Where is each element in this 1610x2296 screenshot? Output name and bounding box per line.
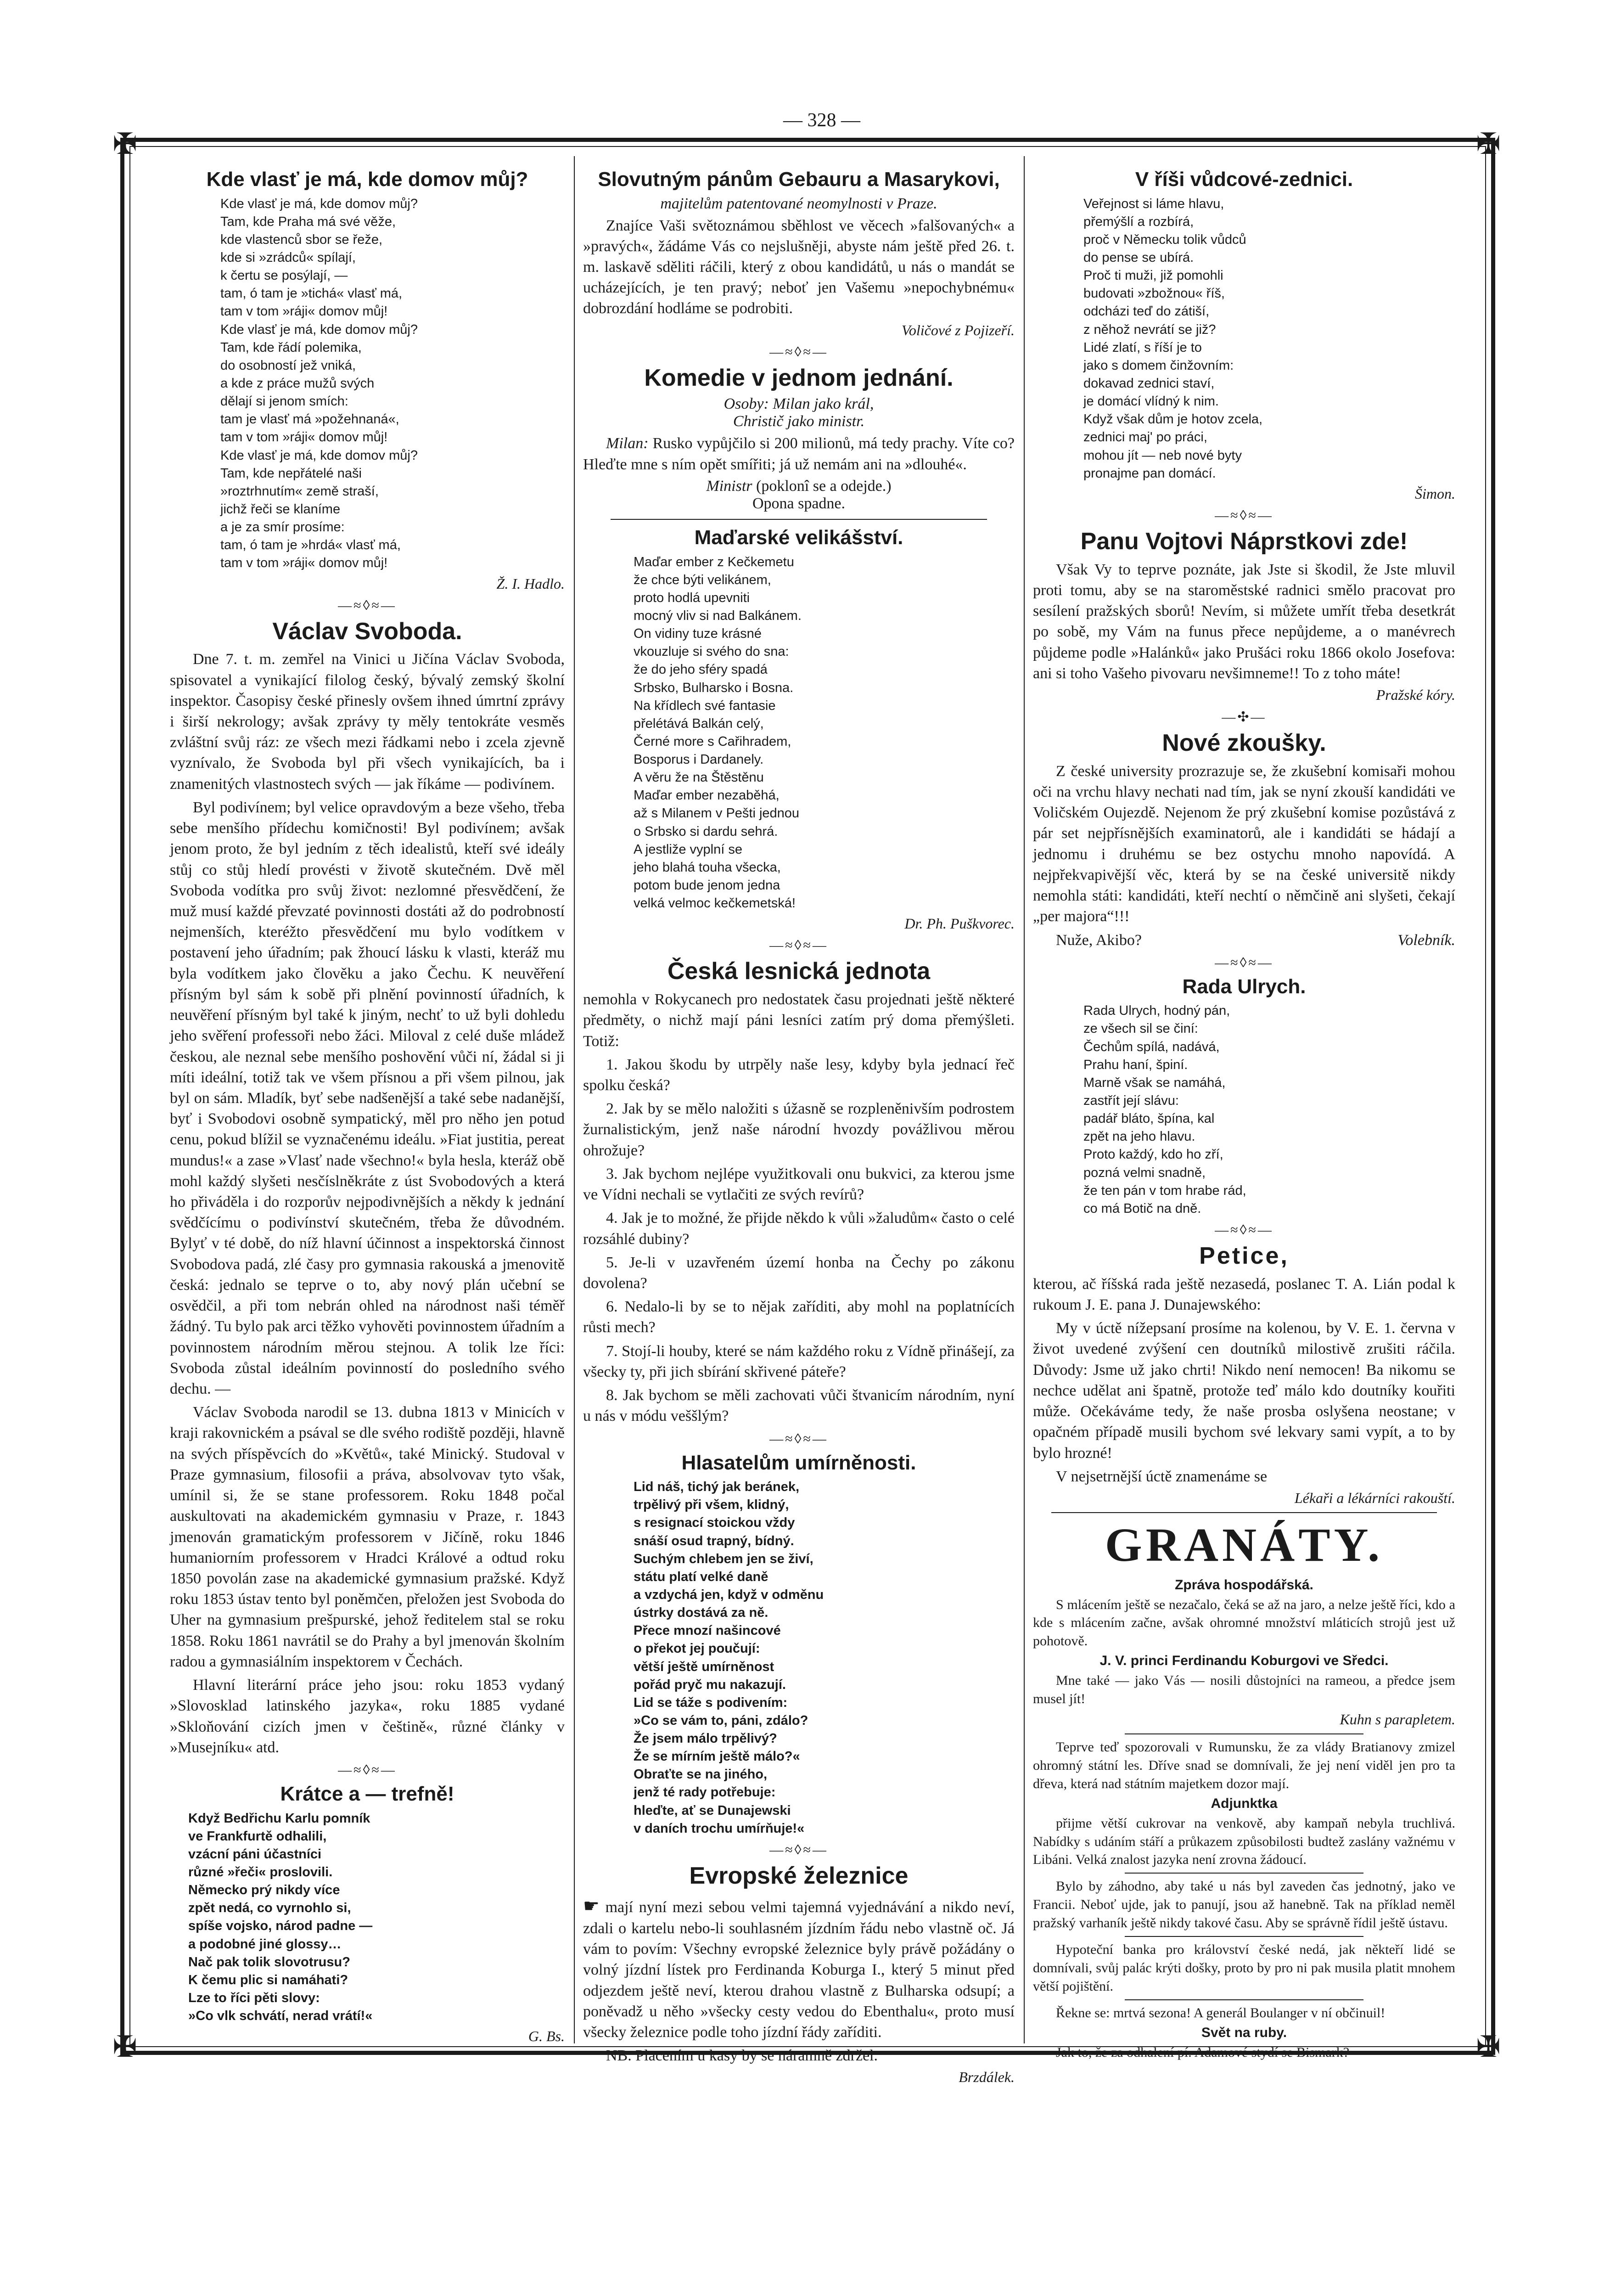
corner-ornament-icon: ✠ [112,128,137,160]
verse-line: jako s domem činžovním: [1083,358,1234,373]
verse-line: pronajme pan domácí. [1083,466,1216,481]
verse-line: Když Bedřichu Karlu pomník [188,1811,370,1826]
verse-line: padář bláto, špína, kal [1083,1111,1215,1126]
corner-ornament-icon: ✠ [1476,2031,1501,2063]
verse-line: Maďar ember nezaběhá, [634,788,780,803]
divider-rule [1051,1512,1437,1513]
petition-closing: V nejsetrnější úctě znamenáme se [1056,1468,1268,1485]
letter-subtitle: majitelům patentované neomylnosti v Praze. [660,195,937,212]
exams-closing-text: Nuže, Akibo? [1056,931,1142,949]
verse-line: pozná velmi snadně, [1083,1165,1206,1180]
verse-line: zednici maj' po práci, [1083,430,1207,445]
comedy-title: Komedie v jednom jednání. [644,364,954,391]
verse-line: větší ještě umírněnost [634,1659,774,1674]
column-divider [574,156,575,2043]
verse-line: Veřejnost si láme hlavu, [1083,196,1224,211]
petition-signature: Lékaři a lékárníci rakouští. [1294,1489,1455,1506]
verse-line: spíše vojsko, národ padne — [188,1919,373,1934]
rail-nb: NB. Placením u kasy by se náramně zdržel. [606,2047,878,2065]
verse-line: že ten pán v tom hrabe rád, [1083,1183,1246,1198]
rumania-text: Teprve teď spozorovali v Rumunsku, že za vlády Bratianovy zmizel ohromný státní les. Dříve snad se domnívali, že jej není viděl jen pro ta dřeva, která nad státním majetkem dozor mají. [1033,1739,1455,1791]
hypo-text: Hypoteční banka pro království české nedá, jak někteří lidé se domnívali, svůj palác krýti došky, proto by pro ni pak musila platit mnohem větší pojištění. [1033,1942,1455,1994]
verse-line: že chce býti velikánem, [634,572,771,587]
ferd-text: Mne také — jako Vás — nosili důstojníci na rameou, a předce jsem musel jít! [1033,1673,1455,1707]
verse-line: proč v Německu tolik vůdců [1083,232,1246,247]
verse-line: s resignací stoickou vždy [634,1515,795,1531]
paragraph: 7. Stojí-li houby, které se nám každého roku z Vídně přinášejí, za všecky ty, při jich sbírání skřivené páteře? [583,1342,1015,1380]
verse-line: že do jeho sféry spadá [634,662,768,677]
poem-verse [170,195,565,573]
letter-signature: Voličové z Pojizeří. [901,321,1015,338]
verse-line: Bosporus i Dardanely. [634,752,764,767]
paragraph: 1. Jakou škodu by utrpěly naše lesy, kdyby byla jednací řeč spolku česká? [583,1056,1015,1094]
rail-title: Evropské železnice [689,1862,909,1889]
verse-line: Maďar ember z Kečkemetu [634,554,794,569]
verse-line: státu platí velké daně [634,1569,769,1584]
ferd-title: J. V. princi Ferdinandu Koburgovi ve Sředci. [1100,1653,1389,1669]
verse-line: tam, ó tam je »tichá« vlasť má, [220,286,403,301]
comedy-minister-text: (poklonî se a odejde.) [756,477,892,495]
verse-line: k čertu se posýlají, — [220,268,348,283]
econ-text: S mlácením ještě se nezačalo, čeká se až na jaro, a nelze ještě říci, kdo a kde s mlácením začne, avšak ohromné množství mláticích strojů jest už pohotově. [1033,1597,1455,1649]
verse-line: ústrky dostává za ně. [634,1605,769,1621]
divider-ornament: —≈◊≈— [338,597,397,613]
exams-title: Nové zkoušky. [1162,729,1326,756]
verse-line: Tam, kde nepřátelé naši [220,466,362,481]
granaty-masthead: GRANÁTY. [1105,1518,1384,1571]
verse-line: Že jsem málo trpělivý? [634,1731,777,1746]
verse-line: Rada Ulrych, hodný pán, [1083,1003,1230,1019]
verse-line: trpělivý při všem, klidný, [634,1497,789,1513]
paragraph: Byl podivínem; byl velice opravdovým a beze všeho, třeba sebe menšího přídechu komičnosti! Byl podivínem; avšak jenom proto, že byl jedním z těch idealistů, kteří své ideály stůj co stůj hledí provésti v životě skutečném. Dvě měl Svoboda vodítka pro svůj život: nezlomné přesvědčení, že muž musí každé převzaté povinnosti dostáti až do podrobností nejmenších, kteréžto přesvědčení mu bylo vodítkem v postavení jeho úřadním; pak žhoucí lásku k vlasti, kteráž mu byla vodítkem jako člověku a jako Čechu. K neuvěření přísným byl sám k sobě při plnění povinností úřadních, k neuvěření přísným byl také k jiným, nechť to už byli dohledu jeho svěření professoři nebo žáci. Miloval z celé duše mládež českou, ale neznal sebe menšího poshovění vůči ní, žádal si ji míti ideální, totiž tak ve všem přísnou a při všem pilnou, jak byl on sám. Mladík, byť sebe nadšenější a také sebe nadanější, byť i Svobodovi osobně sympatický, měl pro něho jen potud cenu, pokud blížil se vyznačenému ideálu. »Fiat justitia, pereat mundus!« a zase »Vlasť nade všechno!« byla hesla, kteráž obě mohl každý slyšeti nesčíslněkráte z úst Svobodových a která ho přiváděla i do rozporův nejpodivnějších a někdy k jednání svědčícímu o podivínství skutečném, třeba že důvodném. Bylyť v té době, do níž hlavní účinnost a inspektorská činnost Svobodova padá, zlé časy pro gymnasia rakouská a jmenovitě česká: jednalo se teprve o to, aby nový plán učební se osvědčil, a při tom nebrán ohled na národnost naši téměř žádný. Tu bylo pak arci těžko vyhověti povinnostem úřadním a povinnostem národním měrou stejnou. A tolik lze říci: Svoboda zůstal ideálním povinností do posledního svého dechu. — [170,799,565,1397]
column-right [1033,165,1455,2060]
paragraph: 5. Je-li v uzavřeném území honba na Čechy po zákonu dovolena? [583,1254,1015,1292]
comedy-curtain: Opona spadne. [752,495,846,512]
comedy-milan-text: Rusko vypůjčilo si 200 milionů, má tedy prachy. Víte co? Hleďte mne s ním opět smířiti; já už nemám ani na »dlouhé«. [583,435,1015,473]
verse-line: dokavad zednici staví, [1083,376,1215,391]
verse-line: odcházi teď do zátiší, [1083,304,1210,319]
verse-line: Proto každý, kdo ho zří, [1083,1147,1223,1162]
verse-line: »Co se vám to, páni, zdálo? [634,1713,808,1728]
petition-text: My v úctě nížepsaní prosíme na kolenou, by V. E. 1. června v život uvedené zvýšení cen doutníků milostivě zrušiti ráčila. Důvody: Jsme už jako chrti! Nikdo není nemocen! Ba nikomu se nechce udělat ani špatně, protože teď málo kdo doutníky kouřiti může. Očekáváme tedy, že naše prosba oslyšena neostane; v opačném případě musili bychom své lekvary sami vypít, a to by bylo hrozné! [1033,1320,1455,1462]
adjunct-text: přijme větší cukrovar na venkově, aby kampaň nebyla truchlivá. Nabídky s udáním stáří a průkazem způsobilosti budtež zaslány važnému v Libáni. Velká znalost jazyka není zrovna žádoucí. [1033,1815,1455,1868]
pointing-hand-icon: ☛ [583,1895,600,1916]
divider-rule [1125,1873,1363,1874]
exams-text: Z české university prozrazuje se, že zkušební komisaři mohou oči na vrchu hlavy nechati nad tím, jak se nyní zkouší kandidáti ve Voličském Oujezdě. Nejenom že prý zkušební komise pozůstává z pár set nejpřísnějších examinatorů, ale i kandidáti se hádají a jednomu i druhému se bez ostychu mnoho napovídá. A nejpřekvapivější věc, která by se na české universitě nikdy nemohla státi: kandidáti, kteří nechtí o němčině ani slyšeti, čekají „per majora“!!! [1033,762,1455,925]
verse-line: Marně však se namáhá, [1083,1075,1226,1090]
short-title: Krátce a — trefně! [280,1782,454,1805]
comedy-minister-label: Ministr [706,477,752,495]
verse-line: mocný vliv si nad Balkánem. [634,608,802,623]
divider-ornament: —✣— [1222,709,1267,725]
verse-line: Nač pak tolik slovotrusu? [188,1954,350,1970]
corner-ornament-icon: ✠ [1476,128,1501,160]
comedy-person-2: Christič jako ministr. [733,413,865,430]
divider-ornament: —≈◊≈— [1215,955,1273,970]
ferd-signature: Kuhn s parapletem. [1340,1711,1455,1728]
verse-line: »roztrhnutím« země straší, [220,484,379,499]
paragraph: Hlavní literární práce jeho jsou: roku 1853 vydaný »Slovosklad latinského jazyka«, roku 1885 vydané »Skloňování cizích jmen v češtině«, různé články v »Musejníku« atd. [170,1677,565,1756]
verse-line: Prahu haní, špiní. [1083,1057,1188,1072]
obituary-title: Václav Svoboda. [272,618,462,645]
corner-ornament-icon: ✠ [112,2031,137,2063]
verse-line: co má Botič na dně. [1083,1201,1201,1216]
empire-verse [1033,195,1455,483]
poem-title: Kde vlasť je má, kde domov můj? [206,168,528,191]
magyar-title: Maďarské velikášství. [694,526,903,549]
verse-line: vzácní páni účastníci [188,1846,322,1862]
page-number: — 328 — [783,110,860,131]
divider-rule [1125,1733,1363,1734]
paragraph: Dne 7. t. m. zemřel na Vinici u Jičína Václav Svoboda, spisovatel a vynikající filolog český, bývalý zemský školní inspektor. Časopisy české přinesly ovšem ihned úmrtní zprávy i širší nekrology; avšak zprávy ty měly tentokráte vesměs zvláštní svůj ráz: ze všech mezi řádkami nebo i zcela zjevně vyznívalo, že Svoboda byl při všech vynikajících, ba i znamenitých vlastnostech svých — jak říkáme — podivínem. [170,651,565,793]
ulrych-title: Rada Ulrych. [1182,975,1306,998]
verse-line: a vzdychá jen, když v odměnu [634,1587,824,1602]
petition-intro: kterou, ač říšská rada ještě nezasedá, poslanec T. A. Lián podal k rukoum J. E. pana J. Dunajewského: [1033,1275,1455,1314]
verse-line: proto hodlá upevniti [634,590,750,605]
verse-line: Když však dům je hotov zcela, [1083,412,1263,427]
verse-line: kde si »zrádců« spílají, [220,250,356,265]
verse-line: A jestliže vyplní se [634,842,742,857]
verse-line: On vidiny tuze krásné [634,626,762,642]
comedy-minister [583,478,1015,512]
verse-line: Kde vlasť je má, kde domov můj? [220,322,418,337]
verse-line: do pense se ubírá. [1083,250,1194,265]
verse-line: Čechům spílá, nadává, [1083,1039,1220,1054]
verse-line: z něhož nevrátí se již? [1083,322,1216,337]
petition-title: Petice, [1199,1243,1289,1269]
verse-line: Německo prý nikdy více [188,1883,340,1898]
paragraph: Václav Svoboda narodil se 13. dubna 1813 v Minicích v kraji rakovnickém a psával se dle svého rodiště později, hlavně na svých příspěvcích do »Květů«, také Minický. Studoval v Praze gymnasium, filosofii a práva, absolvovav tyto však, umínil si, že se stane professorem. Roku 1848 počal auskultovati na akademickém gymnasiu v Praze, r. 1843 jmenován gramatickým professorem v Jičíně, roku 1846 humaniorním professorem v Hradci Králové a odtud roku 1850 povolán zase na akademické gymnasium pražské. Když roku 1853 ústav tento byl poněmčen, přeložen jest Svoboda do Uher na gymnasium prešpurské, jehož ředitelem stal se roku 1858. Roku 1861 navrátil se do Prahy a byl jmenován školním radou a gymnasiálním inspektorem v Čechách. [170,1404,565,1670]
verse-line: velká velmoc kečkemetská! [634,896,796,911]
forest-items [583,1054,1015,1427]
divider-ornament: —≈◊≈— [1215,507,1273,523]
short-verse [170,1810,565,2026]
verse-line: o překot jej poučují: [634,1641,760,1656]
comedy-milan [583,433,1015,474]
comedy-persons-label: Osoby: [724,395,769,413]
verse-line: Lze to říci pěti slovy: [188,1990,320,2005]
letter-text: Znajíce Vaši světoznámou sběhlost ve věcech »falšovaných« a »pravých«, žádáme Vás co nejslušněji, abyste nám ještě před 26. t. m. laskavě sděliti ráčili, který z obou kandidátů, u nás o mandát se ucházejících, je ten pravý; neboť jen Vašemu »nepochybnému« dobrozdání hodláme se podrobiti. [583,217,1015,317]
comedy-persons [583,395,1015,430]
divider-ornament: —≈◊≈— [769,938,828,953]
rail-signature: Brzdálek. [959,2069,1015,2086]
paragraph: 3. Jak bychom nejlépe využitkovali onu bukvici, za kterou jsme ve Vídni nechali se vytlačiti ze svých revírů? [583,1165,1015,1204]
paragraph: 4. Jak je to možné, že přijde někdo k vůli »žaludům« často o celé rozsáhlé dubiny? [583,1210,1015,1248]
comedy-milan-label: Milan: [606,435,649,452]
letter-title: Slovutným pánům Gebauru a Masarykovi, [598,168,1000,191]
verse-line: Na křídlech své fantasie [634,698,776,713]
verse-line: Srbsko, Bulharsko i Bosna. [634,680,794,695]
paragraph: 2. Jak by se mělo naložiti s úžasně se rozpleněnivším podrostem žurnalistickým, jenž naše národní hvozdy povážlivou měrou ohrožuje? [583,1100,1015,1159]
exams-closing [1033,930,1455,951]
forest-intro: nemohla v Rokycanech pro nedostatek času projednati ještě některé předměty, o nichž mají páni lesníci zatím prý doma přemýšleti. Totiž: [583,991,1015,1050]
verse-line: zastřít její slávu: [1083,1093,1179,1109]
verse-line: vkouzluje si svého do sna: [634,644,789,659]
verse-line: přelétává Balkán celý, [634,716,764,731]
rail-text [583,1894,1015,2043]
verse-line: K čemu plic si namáhati? [188,1972,348,1987]
verse-line: Tam, kde Praha má své věže, [220,214,396,229]
voters-title: Hlasatelům umírněnosti. [681,1451,916,1474]
verse-line: »Co vlk schvátí, nerad vrátí!« [188,2009,373,2024]
verse-line: kde vlastenců sbor se řeže, [220,232,383,247]
verse-line: jenž té rady potřebuje: [634,1785,776,1800]
verse-line: snáší osud trapný, bídný. [634,1533,794,1548]
verse-line: pořád pryč mu nakazují. [634,1677,786,1692]
verse-line: různé »řeči« proslovili. [188,1864,333,1880]
verse-line: mohou jít — neb nové byty [1083,448,1242,463]
world-title: Svět na ruby. [1201,2025,1287,2040]
econ-title: Zpráva hospodářská. [1175,1577,1313,1593]
verse-line: tam v tom »ráji« domov můj! [220,430,388,445]
divider-rule [1125,1936,1363,1937]
poem-signature: Ž. I. Hadlo. [496,575,565,592]
verse-line: v daních trochu umírňuje!« [634,1821,805,1836]
verse-line: Přece mnozí našincové [634,1623,781,1638]
verse-line: tam v tom »ráji« domov můj! [220,556,388,571]
verse-line: a je za smír prosíme: [220,520,345,535]
verse-line: Obraťte se na jiného, [634,1767,768,1782]
verse-line: budovati »zbožnou« říš, [1083,286,1225,301]
column-middle [583,165,1015,2086]
verse-line: jeho blahá touha všecka, [634,860,781,875]
divider-ornament: —≈◊≈— [1215,1222,1273,1238]
verse-line: A věru že na Štěstěnu [634,770,764,785]
verse-line: a kde z práce mužů svých [220,376,375,391]
divider-ornament: —≈◊≈— [769,344,828,360]
verse-line: o Srbsko si dardu sehrá. [634,824,778,839]
verse-line: Kde vlasť je má, kde domov můj? [220,448,418,463]
adjunct-title: Adjunktka [1211,1795,1278,1811]
verse-line: přemýšlí a rozbírá, [1083,214,1194,229]
empire-signature: Šimon. [1415,485,1455,502]
comedy-person-1: Milan jako král, [773,395,874,413]
verse-line: do osobností jež vniká, [220,358,356,373]
naprstek-title: Panu Vojtovi Náprstkovi zde! [1080,528,1408,555]
world-text: Jak to, že za odhalení pí. Adamové stydí se Bismark? [1056,2044,1350,2060]
divider-ornament: —≈◊≈— [338,1762,397,1778]
divider-rule [611,519,987,520]
naprstek-signature: Pražské kóry. [1376,686,1455,703]
verse-line: tam je vlasť má »požehnaná«, [220,412,399,427]
magyar-verse [583,553,1015,913]
verse-line: ve Frankfurtě odhalili, [188,1829,327,1844]
verse-line: tam, ó tam je »hrdá« vlasť má, [220,538,401,553]
forest-title: Česká lesnická jednota [667,958,931,985]
verse-line: dělají si jenom smích: [220,394,348,409]
empire-title: V říši vůdcové-zednici. [1135,168,1353,191]
verse-line: Černé more s Cařihradem, [634,734,791,749]
verse-line: a podobné jiné glossy… [188,1936,342,1952]
verse-line: tam v tom »ráji« domov můj! [220,304,388,319]
verse-line: Kde vlasť je má, kde domov můj? [220,196,418,211]
verse-line: hleďte, ať se Dunajewski [634,1803,791,1818]
verse-line: Lid se táže s podivením: [634,1695,788,1710]
column-divider [1024,156,1025,2043]
verse-line: ze všech sil se činí: [1083,1021,1198,1036]
rail-text-body: mají nyní mezi sebou velmi tajemná vyjednávání a nikdo neví, zdali o kartelu nebo-li souhlasném jízdním řádu nebo vlastně oč. Já vám to povím: Všechny evropské železnice byly právě požádány o volný jízdní lístek pro Ferdinanda Koburga I., který 5 minut před odjezdem ještě neví, kterou drahou vlastně z Bulharska odsupí; a poněvadž u něho »všecky cesty vedou do Ebenthalu«, proto musí všecky železnice podle toho jízdní řády zaříditi. [583,1898,1015,2041]
ulrych-verse [1033,1002,1455,1218]
paragraph: 8. Jak bychom se měli zachovati vůči štvanicím národním, nyní u nás v módu veššlým? [583,1387,1015,1425]
verse-line: až s Milanem v Pešti jednou [634,806,800,821]
naprstek-text: Však Vy to teprve poznáte, jak Jste si škodil, že Jste mluvil proti tomu, aby se na staroměstské radnici smělo pracovat pro sesílení pražských sborů! Nevím, si můžete umřít třeba desetkrát po sobě, my Vám na funus přece nepůjdeme, a o manévrech půjdeme podle »Halánků« jako Prušáci roku 1866 okolo Josefova: ani si toho Vašeho pivovaru nevšimneme!! To z toho máte! [1033,561,1455,682]
boulanger-text: Řekne se: mrtvá sezona! A generál Boulanger v ní občinuil! [1056,2005,1386,2020]
divider-ornament: —≈◊≈— [769,1842,828,1857]
verse-line: Lid náš, tichý jak beránek, [634,1480,800,1495]
divider-ornament: —≈◊≈— [769,1431,828,1446]
verse-line: Že se mírním ještě málo?« [634,1749,800,1764]
verse-line: zpět nedá, co vyrnohlo si, [188,1901,351,1916]
obituary-body [170,649,565,1758]
verse-line: je domácí vlídný k nim. [1083,394,1219,409]
divider-rule [1125,1999,1363,2000]
verse-line: potom bude jenom jedna [634,878,780,893]
exams-signature: Volebník. [1397,931,1455,949]
verse-line: Lidé zlatí, s říší je to [1083,340,1202,355]
verse-line: zpět na jeho hlavu. [1083,1129,1195,1144]
voters-verse [583,1478,1015,1838]
paragraph: 6. Nedalo-li by se to nějak zaříditi, aby mohl na poplatnících růsti mech? [583,1298,1015,1336]
magyar-signature: Dr. Ph. Puškvorec. [904,915,1015,932]
cas-text: Bylo by záhodno, aby také u nás byl zaveden čas jednotný, jako ve Francii. Neboť ujde, jak to panují, jsou až hanebně. Tak na příklad neměl pražský varhaník ještě nikdy takové času. Aby se správně řídil ještě ústavu. [1033,1879,1455,1931]
verse-line: Tam, kde řádí polemika, [220,340,362,355]
column-left [170,165,565,2045]
verse-line: Proč ti muži, již pomohli [1083,268,1223,283]
verse-line: jichž řeči se klaníme [220,501,341,517]
verse-line: Suchým chlebem jen se živí, [634,1551,813,1566]
short-signature: G. Bs. [528,2028,565,2045]
